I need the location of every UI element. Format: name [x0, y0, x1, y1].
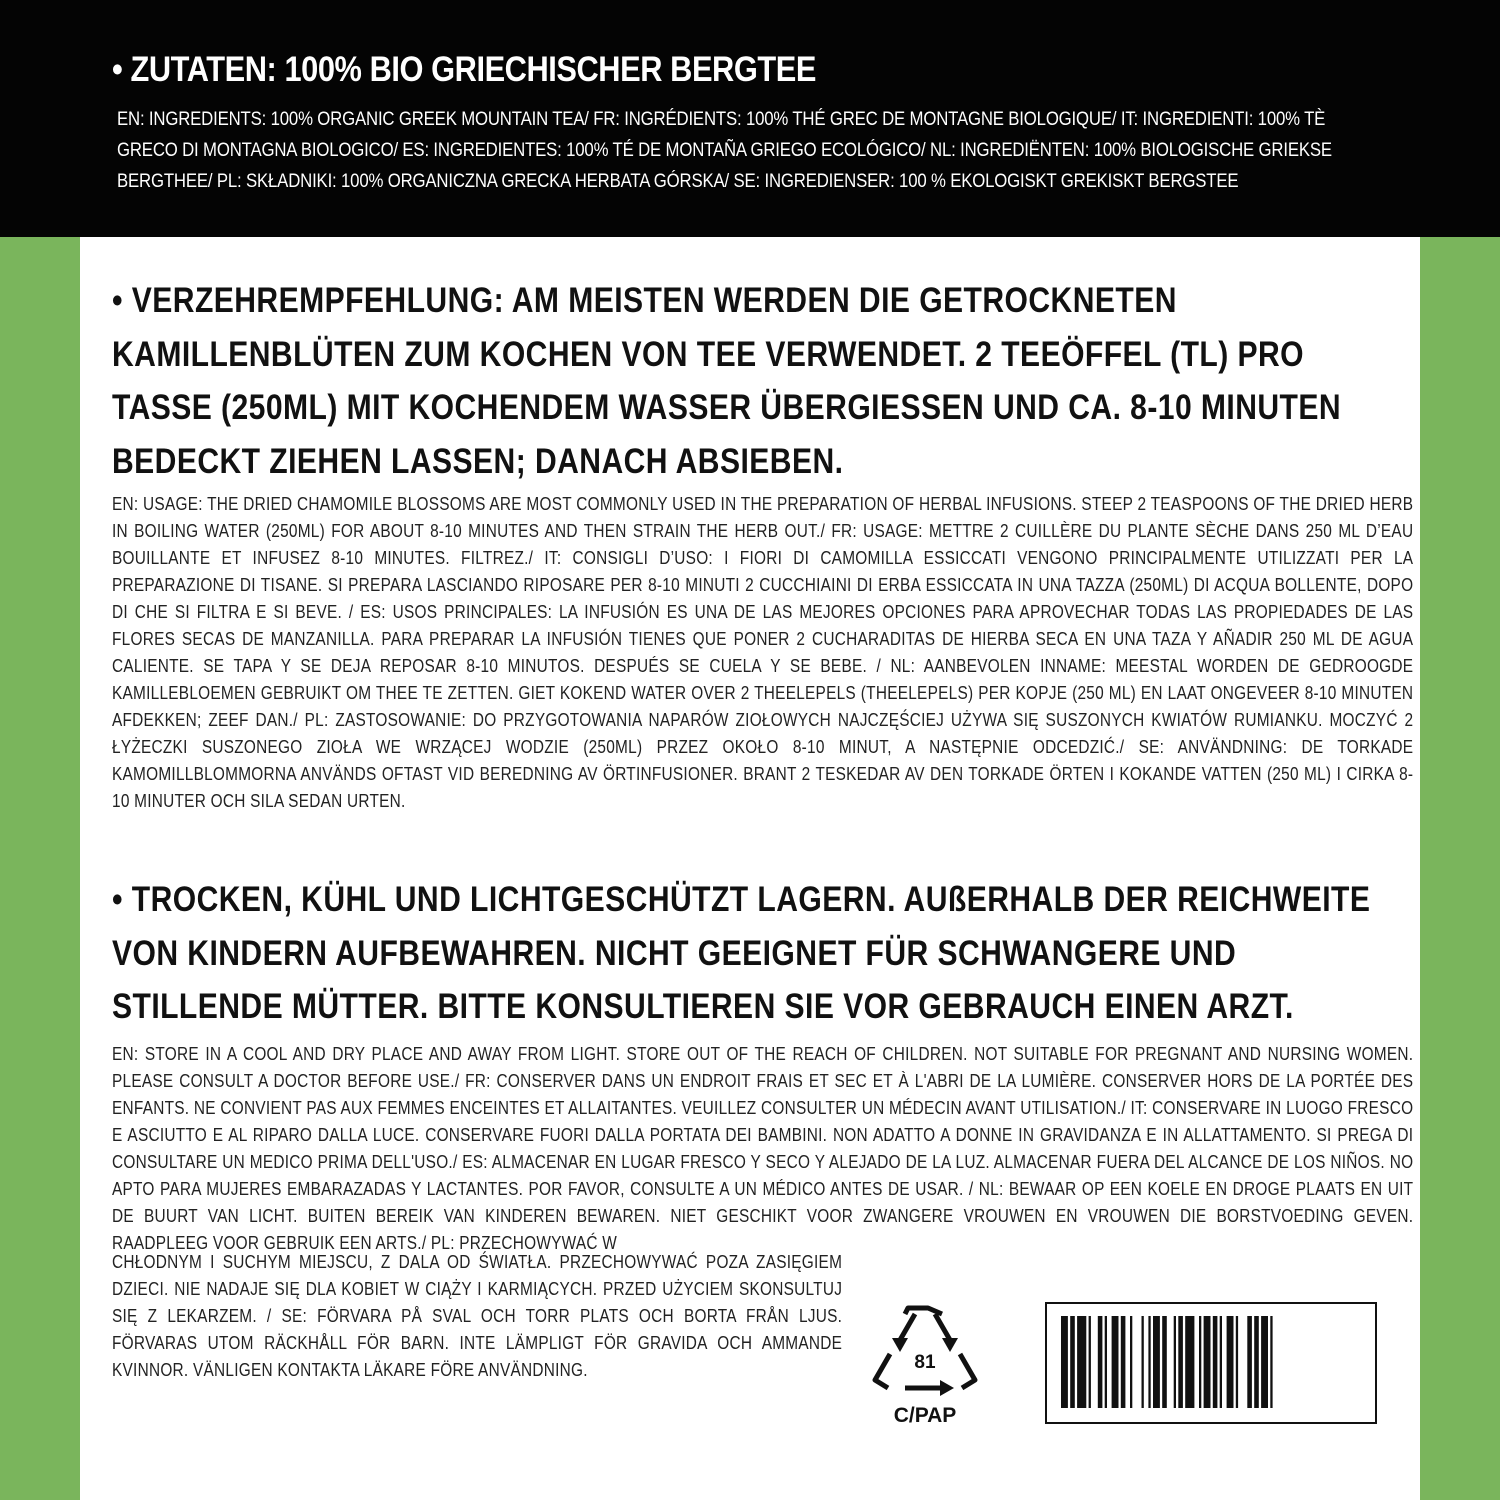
storage-heading: • TROCKEN, KÜHL UND LICHTGESCHÜTZT LAGERN. AUßERHALB DER REICHWEITE VON KINDERN AUFBEWAHREN. NICHT GEEIGNET FÜR SCHWANGERE UND STILLENDE MÜTTER. BITTE KONSULTIEREN SIE VOR GEBRAUCH EINEN ARZT.	[112, 880, 1371, 1026]
barcode-bar	[1185, 1316, 1194, 1408]
arrow-head-bottom	[940, 1380, 954, 1396]
barcode-bar	[1254, 1316, 1259, 1408]
barcode	[1045, 1302, 1377, 1424]
barcode-bar	[1247, 1316, 1252, 1408]
storage-translations: EN: STORE IN A COOL AND DRY PLACE AND AWAY FROM LIGHT. STORE OUT OF THE REACH OF CHILDREN. NOT SUITABLE FOR PREGNANT AND NURSING WOMEN. PLEASE CONSULT A DOCTOR BEFORE USE./ FR: CONSERVER DANS UN ENDROIT FRAIS ET SEC ET À L'ABRI DE LA LUMIÈRE. CONSERVER HORS DE LA PORTÉE DES ENFANTS. NE CONVIENT PAS AUX FEMMES ENCEINTES ET ALLAITANTES. VEUILLEZ CONSULTER UN MÉDECIN AVANT UTILISATION./ IT: CONSERVARE IN LUOGO FRESCO E ASCIUTTO E AL RIPARO DALLA LUCE. CONSERVARE FUORI DALLA PORTATA DEI BAMBINI. NON ADATTO A DONNE IN GRAVIDANZA E IN ALLATTAMENTO. SI PREGA DI CONSULTARE UN MEDICO PRIMA DELL'USO./ ES: ALMACENAR EN LUGAR FRESCO Y SECO Y ALEJADO DE LA LUZ. ALMACENAR FUERA DEL ALCANCE DE LOS NIÑOS. NO APTO PARA MUJERES EMBARAZADAS Y LACTANTES. POR FAVOR, CONSULTE A UN MÉDICO ANTES DE USAR. / NL: BEWAAR OP EEN KOELE EN DROGE PLAATS EN UIT DE BUURT VAN LICHT. BUITEN BEREIK VAN KINDEREN BEWAREN. NIET GESCHIKT VOOR ZWANGERE VROUWEN EN VROUWEN DIE BORSTVOEDING GEVEN. RAADPLEEG VOOR GEBRUIK EEN ARTS./ PL: PRZECHOWYWAĆ W	[112, 1044, 1414, 1253]
barcode-bar	[1142, 1316, 1144, 1408]
barcode-bar	[1174, 1316, 1176, 1408]
ingredients-title: • ZUTATEN: 100% BIO GRIECHISCHER BERGTEE	[112, 50, 816, 89]
ingredients-header	[0, 0, 1500, 237]
barcode-bar	[1105, 1316, 1107, 1408]
barcode-bar	[1227, 1316, 1234, 1408]
arrow-head-right	[942, 1338, 958, 1352]
barcode-bars	[1047, 1304, 1375, 1422]
barcode-bar	[1148, 1316, 1150, 1408]
barcode-bar	[1121, 1316, 1126, 1408]
barcode-bar	[1153, 1316, 1160, 1408]
barcode-bar	[1070, 1316, 1075, 1408]
barcode-bar	[1089, 1316, 1091, 1408]
barcode-bar	[1220, 1316, 1222, 1408]
barcode-bar	[1130, 1316, 1132, 1408]
barcode-bar	[1204, 1316, 1211, 1408]
barcode-bar	[1199, 1316, 1201, 1408]
recycling-code: 81	[914, 1352, 936, 1373]
barcode-bar	[1112, 1316, 1119, 1408]
usage-heading: • VERZEHREMPFEHLUNG: AM MEISTEN WERDEN DIE GETROCKNETEN KAMILLENBLÜTEN ZUM KOCHEN VON TEE VERWENDET. 2 TEEÖFFEL (TL) PRO TASSE (250ML) MIT KOCHENDEM WASSER ÜBERGIESSEN UND CA. 8-10 MINUTEN BEDECKT ZIEHEN LASSEN; DANACH ABSIEBEN.	[112, 281, 1342, 481]
label-panel	[80, 237, 1420, 1500]
barcode-bar	[1098, 1316, 1103, 1408]
barcode-bar	[1061, 1316, 1068, 1408]
barcode-bar	[1077, 1316, 1086, 1408]
barcode-bar	[1178, 1316, 1183, 1408]
barcode-bar	[1261, 1316, 1268, 1408]
arrow-head-left	[892, 1338, 908, 1352]
usage-translations: EN: USAGE: THE DRIED CHAMOMILE BLOSSOMS ARE MOST COMMONLY USED IN THE PREPARATION OF HERBAL INFUSIONS. STEEP 2 TEASPOONS OF THE DRIED HERB IN BOILING WATER (250ML) FOR ABOUT 8-10 MINUTES AND THEN STRAIN THE HERB OUT./ FR: USAGE: METTRE 2 CUILLÈRE DU PLANTE SÈCHE DANS 250 ML D’EAU BOUILLANTE ET INFUSEZ 8-10 MINUTES. FILTREZ./ IT: CONSIGLI D’USO: I FIORI DI CAMOMILLA ESSICCATI VENGONO PRINCIPALMENTE UTILIZZATI PER LA PREPARAZIONE DI TISANE. SI PREPARA LASCIANDO RIPOSARE PER 8-10 MINUTI 2 CUCCHIAINI DI ERBA ESSICCATA IN UNA TAZZA (250ML) DI ACQUA BOLLENTE, DOPO DI CHE SI FILTRA E SI BEVE. / ES: USOS PRINCIPALES: LA INFUSIÓN ES UNA DE LAS MEJORES OPCIONES PARA APROVECHAR TODAS LAS PROPIEDADES DE LAS FLORES SECAS DE MANZANILLA. PARA PREPARAR LA INFUSIÓN TIENES QUE PONER 2 CUCHARADITAS DE HIERBA SECA EN UNA TAZA Y AÑADIR 250 ML DE AGUA CALIENTE. SE TAPA Y SE DEJA REPOSAR 8-10 MINUTOS. DESPUÉS SE CUELA Y SE BEBE. / NL: AANBEVOLEN INNAME: MEESTAL WORDEN DE GEDROOGDE KAMILLEBLOEMEN GEBRUIKT OM THEE TE ZETTEN. GIET KOKEND WATER OVER 2 THEELEPELS (THEELEPELS) PER KOPJE (250 ML) EN LAAT ONGEVEER 8-10 MINUTEN AFDEKKEN; ZEEF DAN./ PL: ZASTOSOWANIE: DO PRZYGOTOWANIA NAPARÓW ZIOŁOWYCH NAJCZĘŚCIEJ UŻYWA SIĘ SUSZONYCH KWIATÓW RUMIANKU. MOCZYĆ 2 ŁYŻECZKI SUSZONEGO ZIOŁA WE WRZĄCEJ WODZIE (250ML) PRZEZ OKOŁO 8-10 MINUT, A NASTĘPNIE ODCEDZIĆ./ SE: ANVÄNDNING: DE TORKADE KAMOMILLBLOMMORNA ANVÄNDS OFTAST VID BEREDNING AV ÖRTINFUSIONER. BRANT 2 TESKEDAR AV DEN TORKADE ÖRTEN I KOKANDE VATTEN (250 ML) I CIRKA 8-10 MINUTER OCH SILA SEDAN URTEN.	[112, 494, 1414, 811]
barcode-bar	[1162, 1316, 1167, 1408]
barcode-bar	[1236, 1316, 1238, 1408]
recycling-material: C/PAP	[893, 1404, 957, 1427]
barcode-bar	[1270, 1316, 1272, 1408]
barcode-bar	[1213, 1316, 1218, 1408]
storage-translations-continued: CHŁODNYM I SUCHYM MIEJSCU, Z DALA OD ŚWIATŁA. PRZECHOWYWAĆ POZA ZASIĘGIEM DZIECI. NIE NADAJE SIĘ DLA KOBIET W CIĄŻY I KARMIĄCYCH. PRZED UŻYCIEM SKONSULTUJ SIĘ Z LEKARZEM. / SE: FÖRVARA PÅ SVAL OCH TORR PLATS OCH BORTA FRÅN LJUS. FÖRVARAS UTOM RÄCKHÅLL FÖR BARN. INTE LÄMPLIGT FÖR GRAVIDA OCH AMMANDE KVINNOR. VÄNLIGEN KONTAKTA LÄKARE FÖRE ANVÄNDNING.	[112, 1252, 843, 1380]
recycling-symbol	[870, 1302, 980, 1427]
ingredients-translations: EN: INGREDIENTS: 100% ORGANIC GREEK MOUNTAIN TEA/ FR: INGRÉDIENTS: 100% THÉ GREC DE MONTAGNE BIOLOGIQUE/ IT: INGREDIENTI: 100% TÈ GRECO DI MONTAGNA BIOLOGICO/ ES: INGREDIENTES: 100% TÉ DE MONTAÑA GRIEGO ECOLÓGICO/ NL: INGREDIËNTEN: 100% BIOLOGISCHE GRIEKSE BERGTHEE/ PL: SKŁADNIKI: 100% ORGANICZNA GRECKA HERBATA GÓRSKA/ SE: INGREDIENSER: 100 % EKOLOGISKT GREKISKT BERGSTEE	[117, 108, 1332, 192]
